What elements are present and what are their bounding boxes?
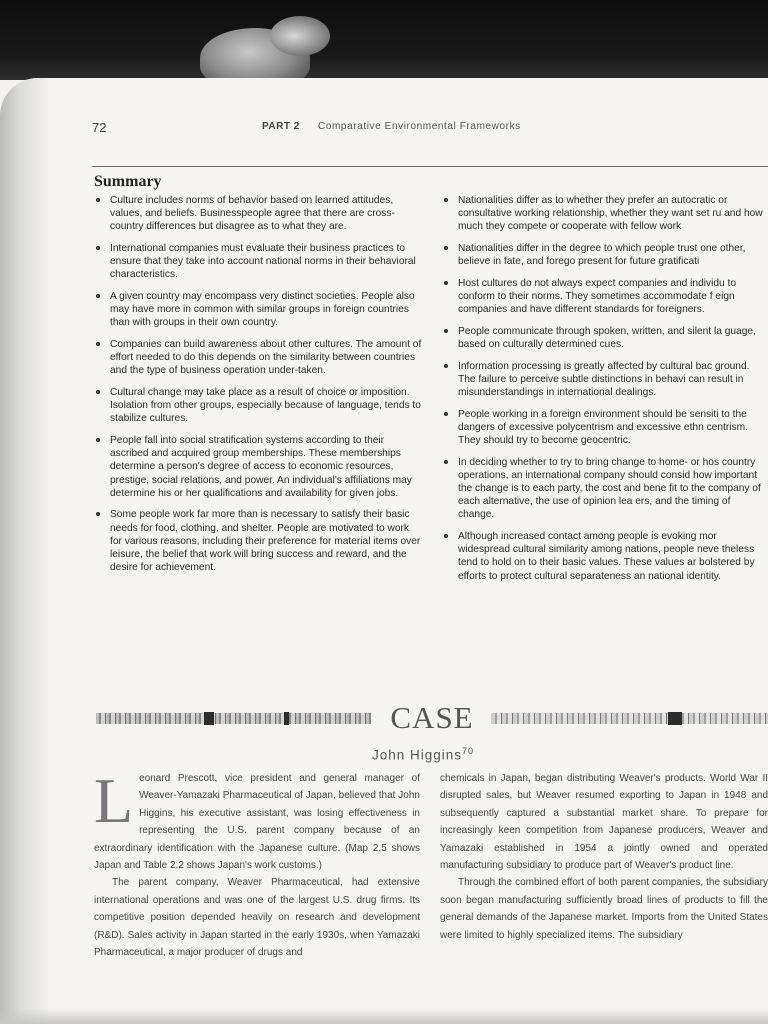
decorative-mark <box>284 712 289 725</box>
summary-bullet: People fall into social stratification systems according to their ascribed and acquired group memberships. These memberships determine a person's degree of access to economic resources, prestige, social relations, and power. An individual's affiliations may determine his or her qualifications and availability for given jobs. <box>94 434 422 500</box>
decorative-mark <box>204 712 214 725</box>
summary-heading: Summary <box>94 173 162 190</box>
summary-bullet: International companies must evaluate their business practices to ensure that they take into account national norms in their behavioral characteristics. <box>94 242 422 282</box>
decorative-bar <box>96 713 371 724</box>
summary-bullet: People communicate through spoken, written, and silent la guage, based on culturally determined cues. <box>442 325 768 351</box>
case-author <box>372 746 474 763</box>
summary-right-column <box>442 194 768 591</box>
summary-bullet: Companies can build awareness about other cultures. The amount of effort needed to do this depends on the similarity between countries and the type of business operation under-taken. <box>94 338 422 378</box>
header-rule <box>92 166 768 167</box>
decorative-mark <box>668 712 682 725</box>
summary-bullet: A given country may encompass very distinct societies. People also may have more in common with similar groups in foreign countries than with groups in their own country. <box>94 290 422 330</box>
case-paragraph: eonard Prescott, vice president and general manager of Weaver-Yamazaki Pharmaceutical of Japan, believed that John Higgins, his executive assistant, was losing effectiveness in representing the U.S. parent company because of an extraordinary identification with the Japanese culture. (Map 2.5 shows Japan and Table 2.2 shows Japan's work customs.) <box>94 773 420 872</box>
case-left-column <box>94 765 420 961</box>
summary-left-column <box>94 194 422 583</box>
case-author-name: John Higgins <box>372 747 463 763</box>
summary-bullet: Nationalities differ in the degree to which people trust one other, believe in fate, and forego present for future gratificati <box>442 242 768 268</box>
summary-bullet: Although increased contact among people is evoking mor widespread cultural similarity among nations, people neve theless tend to hold on to their basic values. These values ar bolstered by efforts to protect cultural separateness an national identity. <box>442 530 768 583</box>
summary-bullet: Host cultures do not always expect companies and individu to conform to their norms. They sometimes accommodate f eign companies and have different standards for foreigners. <box>442 277 768 317</box>
page-curl-shadow <box>0 78 48 1024</box>
summary-bullet: In deciding whether to try to bring change to home- or hos country operations, an international company should consid how important the change is to each party, the cost and bene fit to the company of each alternative, the use of opinion lea ers, and the timing of change. <box>442 456 768 522</box>
summary-bullet: Some people work far more than is necessary to satisfy their basic needs for food, clothing, and shelter. People are motivated to work for various reasons, including their preference for material items over leisure, the belief that work will bring success and reward, and the desire for achievement. <box>94 508 422 574</box>
summary-bullet: Cultural change may take place as a result of choice or imposition. Isolation from other groups, especially because of language, tends to stabilize cultures. <box>94 386 422 426</box>
running-header <box>92 120 768 140</box>
summary-bullet: Culture includes norms of behavior based on learned attitudes, values, and beliefs. Businesspeople agree that there are cross-country differences but disagree as to what they are. <box>94 194 422 234</box>
drop-cap: L <box>94 765 134 836</box>
case-paragraph: Through the combined effort of both parent companies, the subsidiary soon began manufacturing sufficiently broad lines of products to fill the general demands of the Japanese market. Imports from the United States were limited to highly specialized items. The subsidiary <box>440 877 768 941</box>
background-shape <box>270 16 330 56</box>
case-right-column <box>440 770 768 944</box>
part-label: PART 2 <box>262 121 300 132</box>
decorative-bar <box>491 713 768 724</box>
page-number: 72 <box>92 120 107 135</box>
case-paragraph: The parent company, Weaver Pharmaceutical, had extensive international operations and was one of the largest U.S. drug firms. Its competitive position depended heavily on research and development (R&D). Sales activity in Japan started in the early 1930s, when Yamazaki Pharmaceutical, a major producer of drugs and <box>94 877 420 959</box>
case-paragraph: chemicals in Japan, began distributing Weaver's products. World War II disrupted sales, but Weaver resumed exporting to Japan in 1948 and subsequently captured a substantial market share. To prepare for increasingly keen competition from Japanese producers, Weaver and Yamazaki established in 1954 a jointly owned and operated manufacturing subsidiary to produce part of Weaver's product line. <box>440 773 768 872</box>
summary-bullet: Information processing is greatly affected by cultural bac ground. The failure to perceive subtle distinctions in behavi can result in misunderstandings in international dealings. <box>442 360 768 400</box>
summary-bullet: People working in a foreign environment should be sensiti to the dangers of excessive polycentrism and excessive ethn centrism. They should try to become geocentric. <box>442 408 768 448</box>
footnote-marker: 70 <box>462 746 475 756</box>
summary-bullet: Nationalities differ as to whether they prefer an autocratic or consultative working relationship, whether they want set ru and how much they compete or cooperate with fellow work <box>442 194 768 234</box>
photo-edge-background <box>0 0 768 80</box>
part-title: Comparative Environmental Frameworks <box>318 121 521 132</box>
page-bottom-shadow <box>0 1008 768 1024</box>
case-heading: CASE <box>390 700 474 735</box>
